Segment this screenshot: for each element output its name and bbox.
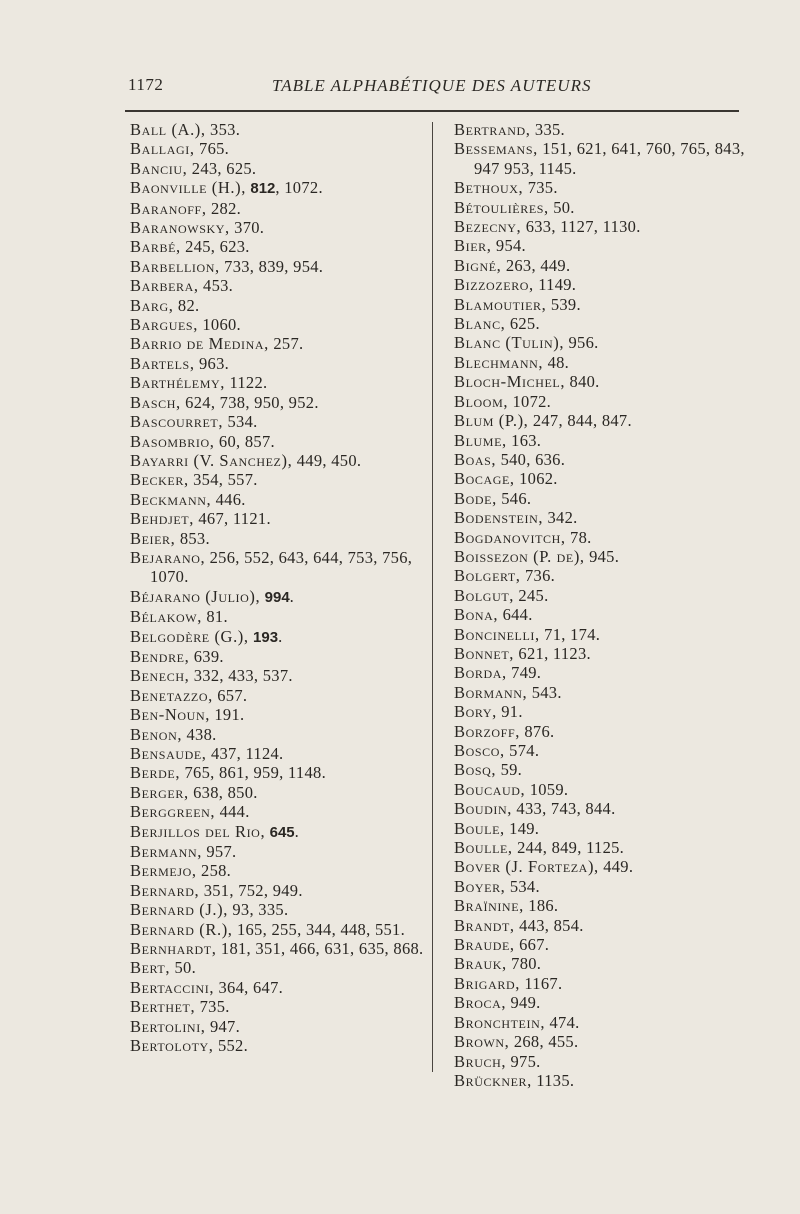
index-entry — [454, 993, 754, 1012]
index-entry — [454, 954, 754, 973]
index-entry — [130, 257, 430, 276]
page-refs: 947. — [205, 1016, 241, 1036]
author-name: Bendre, — [130, 646, 190, 666]
page-refs: 78. — [565, 527, 592, 547]
author-name: Broca, — [454, 993, 507, 1013]
page-refs: 534. — [505, 876, 540, 896]
index-entry — [454, 528, 754, 547]
index-entry — [130, 822, 430, 842]
index-entry — [130, 178, 430, 198]
index-entry — [130, 218, 430, 237]
page-refs: 191. — [209, 705, 245, 725]
author-name: Bory, — [454, 702, 497, 722]
index-entry — [454, 295, 754, 314]
index-entry — [454, 683, 754, 702]
index-entry — [454, 178, 754, 197]
author-name: Berggreen, — [130, 802, 216, 822]
index-entry — [130, 627, 430, 647]
index-entry — [130, 587, 430, 607]
page-refs: 446. — [211, 489, 246, 509]
author-name: Benetazzo, — [130, 685, 213, 705]
author-name: Brauk, — [454, 954, 507, 974]
page-refs: 258. — [196, 861, 232, 881]
index-entry — [130, 783, 430, 802]
author-name: Bocage, — [454, 469, 515, 489]
author-name: Brückner, — [454, 1070, 532, 1090]
page-refs: 840. — [565, 372, 600, 392]
page-refs-tail: . — [278, 626, 283, 646]
author-name: Bertaccini, — [130, 977, 215, 997]
author-name: Brown, — [454, 1032, 510, 1052]
index-entry — [130, 276, 430, 295]
page-refs: 443, 854. — [514, 915, 584, 935]
page-refs: 957. — [201, 842, 237, 862]
author-name: Boyer, — [454, 876, 506, 896]
page-refs: 749. — [506, 663, 542, 683]
page-refs: 50. — [170, 958, 197, 978]
index-entry — [130, 412, 430, 431]
index-entry — [130, 861, 430, 880]
author-name: Boissezon (P. de), — [454, 546, 585, 566]
index-entry — [130, 802, 430, 821]
page-refs: 639. — [189, 646, 224, 666]
index-entry — [130, 354, 430, 373]
page-refs: 963. — [194, 353, 230, 373]
index-entry — [454, 275, 754, 294]
index-entry — [130, 393, 430, 412]
author-name: Bensaude, — [130, 744, 207, 763]
page-refs: 342. — [543, 508, 578, 528]
page-refs: 245, 623. — [180, 237, 250, 257]
page-refs: 268, 455. — [509, 1032, 579, 1052]
index-entry — [130, 958, 430, 977]
index-entry — [130, 900, 430, 919]
index-column-left — [130, 120, 430, 1056]
index-entry — [130, 763, 430, 782]
bold-page-ref: 193 — [253, 628, 279, 646]
page-refs: 256, 552, 643, 644, 753, 756, 1070. — [150, 547, 413, 587]
index-entry — [130, 1036, 430, 1055]
page-refs: 247, 844, 847. — [528, 411, 632, 431]
page-refs: 552. — [213, 1036, 249, 1056]
page-refs: 453. — [198, 276, 234, 296]
author-name: Bartels, — [130, 353, 195, 373]
author-name: Béjarano (Julio), — [130, 586, 261, 606]
author-name: Bélakow, — [130, 607, 202, 627]
author-name: Baranoff, — [130, 198, 207, 218]
page-refs: 332, 433, 537. — [189, 666, 293, 686]
page-refs: 638, 850. — [188, 782, 258, 802]
author-name: Barbé, — [130, 237, 181, 257]
index-entry — [130, 1017, 430, 1036]
page-refs: 1060. — [197, 315, 241, 335]
index-entry — [454, 431, 754, 450]
author-name: Borda, — [454, 663, 507, 683]
page-refs: 467, 1121. — [193, 509, 271, 529]
author-name: Bosco, — [454, 741, 505, 760]
page-refs: 534. — [223, 412, 258, 432]
index-entry — [454, 625, 754, 644]
page-refs: 81. — [201, 607, 228, 627]
author-name: Boudin, — [454, 799, 512, 819]
index-entry — [454, 508, 754, 527]
page-refs: 71, 174. — [539, 624, 601, 644]
index-entry — [454, 1071, 754, 1090]
page-refs: 733, 839, 954. — [219, 256, 324, 276]
page-refs: 437, 1124. — [206, 744, 284, 763]
index-entry — [454, 935, 754, 954]
index-entry — [454, 353, 754, 372]
page-refs: 50. — [548, 197, 575, 217]
page-refs: 735. — [195, 997, 230, 1017]
author-name: Bloom, — [454, 391, 509, 411]
author-name: Bode, — [454, 488, 497, 508]
page-refs: 956. — [564, 333, 599, 353]
author-name: Beckmann, — [130, 489, 212, 509]
index-entry — [130, 509, 430, 528]
page-refs: 975. — [506, 1051, 541, 1071]
page-refs: 370. — [229, 218, 265, 238]
author-name: Braïnine, — [454, 896, 524, 916]
author-name: Benon, — [130, 724, 183, 744]
page-refs: 1122. — [225, 373, 268, 393]
author-name: Brigard, — [454, 973, 520, 993]
author-name: Bona, — [454, 605, 499, 625]
author-name: Bertolini, — [130, 1016, 206, 1036]
index-entry — [454, 1052, 754, 1071]
author-name: Berger, — [130, 782, 189, 802]
page-refs: 624, 738, 950, 952. — [180, 392, 319, 412]
author-name: Bayarri (V. Sanchez), — [130, 450, 293, 470]
index-entry — [130, 978, 430, 997]
page-refs: 60, 857. — [214, 431, 275, 451]
index-entry — [454, 741, 754, 760]
index-entry — [130, 997, 430, 1016]
index-entry — [130, 432, 430, 451]
author-name: Bezecny, — [454, 217, 522, 237]
page-refs: 1072. — [508, 391, 552, 411]
index-entry — [130, 120, 430, 139]
index-entry — [454, 663, 754, 682]
page-refs-tail: . — [289, 586, 295, 606]
index-entry — [130, 842, 430, 861]
page-refs: 765. — [194, 139, 230, 159]
index-entry — [454, 605, 754, 624]
page-refs: 736. — [520, 566, 556, 586]
index-entry — [454, 139, 754, 178]
page-refs: 1062. — [514, 469, 558, 489]
author-name: Ballagi, — [130, 139, 195, 159]
author-name: Barbellion, — [130, 256, 220, 276]
page-refs: 1059. — [525, 779, 569, 799]
author-name: Bethoux, — [454, 178, 524, 198]
index-entry — [454, 217, 754, 236]
author-name: Barrio de Medina, — [130, 334, 269, 354]
index-entry — [130, 315, 430, 334]
index-entry — [130, 607, 430, 626]
author-name: Barbera, — [130, 276, 199, 296]
running-title: TABLE ALPHABÉTIQUE DES AUTEURS — [272, 76, 592, 95]
page-refs: 257. — [268, 334, 304, 354]
index-entry — [454, 974, 754, 993]
author-name: Basch, — [130, 392, 181, 412]
author-name: Bloch-Michel, — [454, 372, 566, 392]
bold-page-ref: 812 — [250, 180, 276, 198]
index-entry — [454, 722, 754, 741]
index-entry — [130, 744, 430, 763]
index-entry — [130, 920, 430, 939]
author-name: Bermann, — [130, 842, 202, 862]
index-entry — [130, 529, 430, 548]
page-refs: 245. — [514, 585, 549, 605]
page-refs: 543. — [527, 682, 562, 702]
page-refs: 438. — [182, 724, 217, 744]
page-refs: 449, 450. — [292, 450, 362, 470]
author-name: Berthet, — [130, 997, 196, 1017]
page-refs: 1167. — [519, 973, 563, 993]
author-name: Brandt, — [454, 915, 515, 935]
index-entry — [454, 1013, 754, 1032]
page-refs: 93, 335. — [227, 900, 289, 920]
author-name: Boucaud, — [454, 779, 526, 799]
index-column-right — [454, 120, 754, 1090]
page-refs: 1135. — [531, 1070, 575, 1090]
author-name: Boas, — [454, 449, 497, 469]
index-entry — [454, 644, 754, 663]
author-name: Baonville (H.), — [130, 178, 246, 198]
author-name: Bert, — [130, 958, 171, 978]
page-refs: 351, 752, 949. — [199, 880, 303, 900]
page-refs: 243, 625. — [187, 158, 257, 178]
page-refs: 876. — [519, 721, 555, 741]
bold-page-ref: 994 — [264, 588, 290, 606]
author-name: Berde, — [130, 763, 181, 783]
page-refs: 449. — [598, 857, 634, 877]
author-name: Boncinelli, — [454, 624, 540, 644]
index-entry — [454, 314, 754, 333]
index-entry — [130, 373, 430, 392]
author-name: Blume, — [454, 430, 507, 450]
author-name: Bigné, — [454, 255, 502, 275]
author-name: Beier, — [130, 528, 176, 548]
page-refs: 735. — [523, 178, 558, 198]
page-refs-tail: , 1072. — [275, 178, 323, 198]
author-name: Blanc (Tulin), — [454, 333, 565, 353]
index-entry — [454, 469, 754, 488]
index-entry — [454, 392, 754, 411]
index-entry — [130, 139, 430, 158]
index-entry — [454, 450, 754, 469]
index-entry — [130, 647, 430, 666]
index-entry — [454, 586, 754, 605]
page-refs: 540, 636. — [496, 449, 566, 469]
author-name: Bertoloty, — [130, 1036, 214, 1056]
index-entry — [130, 881, 430, 900]
author-name: Bernhardt, — [130, 939, 217, 959]
index-entry — [454, 256, 754, 275]
page-refs: 364, 647. — [214, 977, 284, 997]
author-name: Bascourret, — [130, 412, 224, 432]
page-refs: 354, 557. — [188, 470, 258, 490]
author-name: Bogdanovitch, — [454, 527, 566, 547]
index-entry — [454, 780, 754, 799]
page-refs: 949. — [506, 993, 541, 1013]
index-entry — [130, 705, 430, 724]
page-refs: 282. — [206, 198, 242, 218]
index-entry — [454, 838, 754, 857]
author-name: Bier, — [454, 236, 492, 256]
index-entry — [454, 1032, 754, 1051]
page-refs: 574. — [504, 741, 540, 760]
author-name: Bonnet, — [454, 643, 514, 663]
index-entry — [130, 490, 430, 509]
page-refs: 945. — [584, 546, 620, 566]
author-name: Bernard, — [130, 880, 200, 900]
bold-page-ref: 645 — [269, 823, 295, 841]
index-entry — [130, 939, 430, 958]
author-name: Barthélemy, — [130, 373, 226, 393]
author-name: Bessemans, — [454, 139, 538, 159]
page-refs: 165, 255, 344, 448, 551. — [232, 919, 406, 939]
author-name: Bronchtein, — [454, 1012, 546, 1032]
index-entry — [130, 159, 430, 178]
page-refs-tail: . — [294, 821, 300, 841]
page-refs: 444. — [215, 802, 250, 822]
page-refs: 433, 743, 844. — [512, 799, 616, 819]
index-entry — [454, 799, 754, 818]
author-name: Bolgut, — [454, 585, 514, 605]
page-refs: 853. — [175, 528, 210, 548]
page-refs: 48. — [543, 352, 570, 372]
author-name: Blechmann, — [454, 352, 544, 372]
author-name: Bover (J. Forteza), — [454, 857, 599, 877]
index-entry — [454, 236, 754, 255]
index-entry — [130, 296, 430, 315]
author-name: Bodenstein, — [454, 508, 544, 528]
index-entry — [454, 916, 754, 935]
page-refs: 546. — [496, 488, 532, 508]
index-entry — [130, 686, 430, 705]
page-refs: 186. — [523, 896, 559, 916]
index-entry — [454, 333, 754, 352]
author-name: Blamoutier, — [454, 294, 547, 314]
author-name: Basombrio, — [130, 431, 215, 451]
author-name: Bejarano, — [130, 547, 206, 567]
index-entry — [130, 199, 430, 218]
author-name: Ball (A.), — [130, 120, 206, 139]
page-refs: 657. — [212, 685, 248, 705]
author-name: Bizzozero, — [454, 275, 534, 295]
index-entry — [130, 666, 430, 685]
page-refs: 263, 449. — [501, 255, 571, 275]
page-refs: 353. — [205, 120, 241, 139]
index-entry — [454, 120, 754, 139]
page-refs: 82. — [173, 295, 200, 315]
index-entry — [454, 819, 754, 838]
author-name: Bermejo, — [130, 861, 197, 881]
author-name: Berjillos del Rio, — [130, 821, 266, 841]
author-name: Banciu, — [130, 158, 188, 178]
author-name: Bargues, — [130, 315, 198, 335]
index-entry — [454, 198, 754, 217]
author-name: Bosq, — [454, 760, 497, 780]
page-refs: 163. — [506, 430, 542, 450]
author-name: Belgodère (G.), — [130, 626, 249, 646]
author-name: Bétoulières, — [454, 197, 549, 217]
page-refs: 335. — [530, 120, 565, 139]
author-name: Baranowsky, — [130, 218, 230, 238]
page-refs: 181, 351, 466, 631, 635, 868. — [216, 939, 424, 959]
page-refs: 539. — [546, 294, 581, 314]
page-refs: 91. — [496, 702, 523, 722]
author-name: Blum (P.), — [454, 411, 529, 431]
index-entry — [130, 548, 430, 587]
index-entry — [454, 372, 754, 391]
author-name: Borzoff, — [454, 721, 520, 741]
author-name: Barg, — [130, 295, 174, 315]
index-entry — [454, 566, 754, 585]
author-name: Blanc, — [454, 314, 506, 334]
page-refs: 59. — [496, 760, 523, 780]
page-refs: 474. — [545, 1012, 580, 1032]
index-entry — [130, 334, 430, 353]
author-name: Behdjet, — [130, 509, 194, 529]
page-refs: 625. — [505, 314, 540, 334]
page-number: 1172 — [128, 75, 164, 94]
index-entry — [454, 489, 754, 508]
author-name: Bernard (J.), — [130, 900, 228, 920]
page-refs: 621, 1123. — [514, 643, 591, 663]
author-name: Boulle, — [454, 838, 513, 858]
page-refs: 765, 861, 959, 1148. — [180, 763, 326, 783]
page-refs: 149. — [504, 818, 540, 838]
author-name: Bertrand, — [454, 120, 531, 139]
index-entry — [454, 411, 754, 430]
index-entry — [130, 725, 430, 744]
author-name: Bruch, — [454, 1051, 507, 1071]
index-entry — [454, 857, 754, 876]
index-entry — [454, 547, 754, 566]
author-name: Bolgert, — [454, 566, 521, 586]
page-refs: 667. — [514, 935, 550, 955]
author-name: Benech, — [130, 666, 190, 686]
page-refs: 151, 621, 641, 760, 765, 843, 947 953, 1145. — [474, 139, 745, 178]
page-refs: 954. — [491, 236, 526, 256]
index-entry — [454, 896, 754, 915]
author-name: Becker, — [130, 470, 189, 490]
author-name: Braude, — [454, 935, 515, 955]
index-entry — [130, 237, 430, 256]
page-refs: 780. — [506, 954, 542, 974]
author-name: Bernard (R.), — [130, 919, 233, 939]
index-entry — [454, 702, 754, 721]
index-entry — [454, 760, 754, 779]
index-entry — [130, 451, 430, 470]
author-name: Ben-Noun, — [130, 705, 210, 725]
page-refs: 633, 1127, 1130. — [521, 217, 641, 237]
author-name: Boule, — [454, 818, 505, 838]
page-refs: 244, 849, 1125. — [512, 838, 625, 858]
index-entry — [130, 470, 430, 489]
page-refs: 644. — [498, 605, 533, 625]
index-entry — [454, 877, 754, 896]
header-rule — [125, 110, 739, 112]
column-divider — [432, 122, 433, 1072]
author-name: Bormann, — [454, 682, 528, 702]
page-refs: 1149. — [533, 275, 577, 295]
